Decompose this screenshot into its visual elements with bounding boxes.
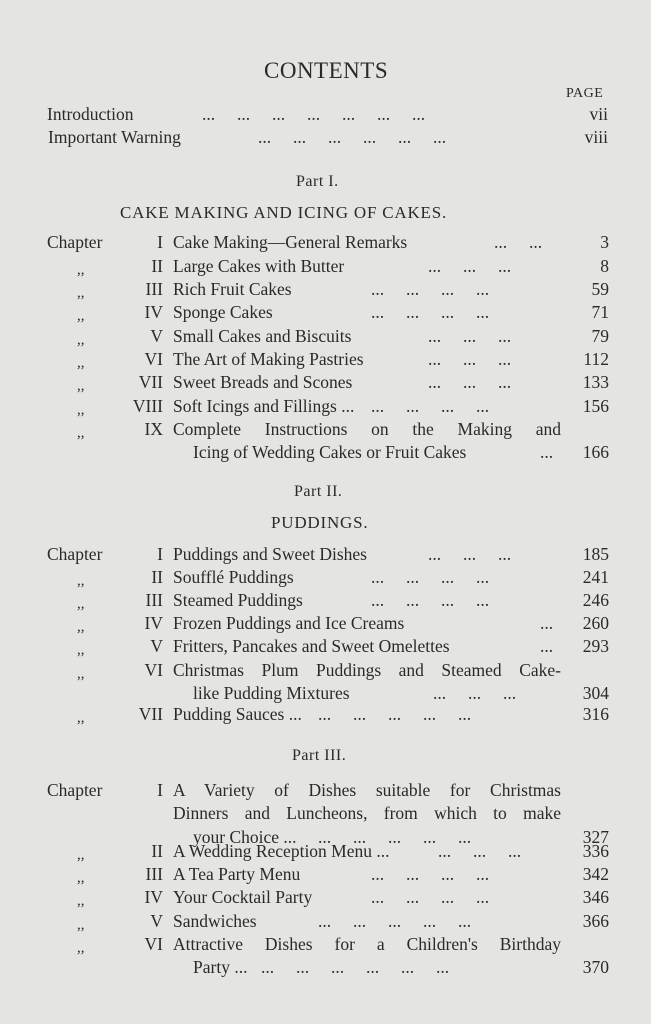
chapter-page-number: 166 — [582, 442, 609, 463]
chapter-number: III — [145, 279, 163, 299]
leader-dots: ... ... ... ... ... — [318, 704, 472, 724]
part-label: Part III. — [292, 747, 347, 764]
chapter-page-number: 316 — [582, 704, 609, 724]
leader-dots: ... ... ... — [438, 841, 522, 861]
chapter-page-number: 185 — [582, 544, 609, 564]
leader-dots: ... ... ... ... ... — [318, 826, 472, 847]
chapter-title-line: A Wedding Reception Menu ... — [173, 841, 390, 861]
chapter-page-number: 3 — [600, 232, 609, 252]
chapter-title-line: A Variety of Dishes suitable for Christmas — [173, 780, 561, 800]
chapter-title-line: Soufflé Puddings — [173, 567, 294, 587]
chapter-page-number: 366 — [582, 911, 609, 931]
leader-dots: ... — [540, 442, 554, 463]
ditto-mark: ,, — [77, 425, 85, 441]
toc-entry-important-warning-page: viii — [584, 127, 608, 147]
chapter-title-line: Sandwiches — [173, 911, 257, 931]
leader-dots: ... ... ... ... ... ... — [261, 957, 450, 978]
chapter-title-line: Sweet Breads and Scones — [173, 372, 353, 392]
chapter-title-line: Rich Fruit Cakes — [173, 279, 292, 299]
leader-dots: ... ... ... ... — [371, 302, 490, 322]
chapter-title-line: Your Cocktail Party — [173, 887, 313, 907]
chapter-number: V — [150, 911, 163, 931]
chapter-page-number: 133 — [582, 372, 609, 392]
ditto-mark: ,, — [77, 262, 85, 278]
chapter-number: IX — [144, 419, 163, 439]
chapter-word: Chapter — [47, 232, 103, 252]
chapter-page-number: 293 — [582, 636, 609, 656]
leader-dots: ... ... ... — [428, 326, 512, 346]
leader-dots: ... ... ... ... — [371, 887, 490, 907]
ditto-mark: ,, — [77, 940, 85, 956]
ditto-mark: ,, — [77, 710, 85, 726]
leader-dots: ... ... ... — [428, 544, 512, 564]
chapter-page-number: 327 — [582, 826, 609, 847]
chapter-number: IV — [144, 887, 163, 907]
ditto-mark: ,, — [77, 847, 85, 863]
leader-dots: ... ... ... — [433, 683, 517, 704]
chapter-number: I — [157, 232, 163, 252]
leader-dots: ... ... — [494, 232, 543, 252]
chapter-title-line: Attractive Dishes for a Children's Birthday — [173, 934, 561, 954]
ditto-mark: ,, — [77, 642, 85, 658]
ditto-mark: ,, — [77, 332, 85, 348]
ditto-mark: ,, — [77, 893, 85, 909]
chapter-title-line: The Art of Making Pastries — [173, 349, 364, 369]
page-title: CONTENTS — [264, 58, 389, 83]
leader-dots: ... ... ... — [428, 349, 512, 369]
chapter-title-line: like Pudding Mixtures — [193, 683, 350, 704]
chapter-page-number: 260 — [582, 613, 609, 633]
leader-dots: ... ... ... ... — [371, 279, 490, 299]
chapter-title-line: Party ... — [193, 957, 248, 978]
leader-dots: ... ... ... ... — [371, 567, 490, 587]
leader-dots: ... — [540, 636, 554, 656]
ditto-mark: ,, — [77, 355, 85, 371]
chapter-title-line: Sponge Cakes — [173, 302, 273, 322]
chapter-page-number: 336 — [582, 841, 609, 861]
ditto-mark: ,, — [77, 666, 85, 682]
leader-dots: ... ... ... ... — [371, 590, 490, 610]
chapter-number: I — [157, 780, 163, 800]
chapter-page-number: 112 — [583, 349, 609, 369]
leader-dots: ... — [540, 613, 554, 633]
chapter-number: III — [145, 864, 163, 884]
leader-dots: ... ... ... ... ... — [318, 911, 472, 931]
chapter-number: IV — [144, 613, 163, 633]
leader-dots: ... ... ... — [428, 372, 512, 392]
chapter-title-line: Small Cakes and Biscuits — [173, 326, 352, 346]
ditto-mark: ,, — [77, 596, 85, 612]
chapter-page-number: 346 — [582, 887, 609, 907]
toc-entry-introduction: Introduction — [47, 104, 134, 124]
leader-dots: ... ... ... ... — [371, 864, 490, 884]
part-heading: CAKE MAKING AND ICING OF CAKES. — [120, 203, 448, 222]
chapter-number: VIII — [132, 396, 163, 416]
leader-dots: ... ... ... ... ... ... — [258, 127, 447, 147]
chapter-page-number: 342 — [582, 864, 609, 884]
chapter-number: II — [151, 567, 163, 587]
chapter-number: IV — [144, 302, 163, 322]
page-column-header: PAGE — [566, 86, 604, 101]
part-label: Part II. — [294, 483, 343, 500]
chapter-page-number: 71 — [591, 302, 609, 322]
part-heading: PUDDINGS. — [271, 513, 369, 532]
leader-dots: ... ... ... — [428, 256, 512, 276]
chapter-title-line: Large Cakes with Butter — [173, 256, 345, 276]
chapter-number: VII — [138, 372, 163, 392]
chapter-title-line: Steamed Puddings — [173, 590, 303, 610]
chapter-title-line: Cake Making—General Remarks — [173, 232, 408, 252]
chapter-page-number: 246 — [582, 590, 609, 610]
chapter-number: VI — [144, 934, 163, 954]
chapter-title-line: Frozen Puddings and Ice Creams — [173, 613, 405, 633]
ditto-mark: ,, — [77, 308, 85, 324]
chapter-page-number: 370 — [582, 957, 609, 978]
chapter-page-number: 8 — [600, 256, 609, 276]
chapter-title-line: Dinners and Luncheons, from which to make — [173, 803, 561, 824]
chapter-number: II — [151, 841, 163, 861]
chapter-title-line: Complete Instructions on the Making and — [173, 419, 561, 439]
ditto-mark: ,, — [77, 402, 85, 418]
chapter-number: I — [157, 544, 163, 564]
chapter-page-number: 79 — [591, 326, 609, 346]
leader-dots: ... ... ... ... ... ... ... — [202, 104, 426, 124]
chapter-number: III — [145, 590, 163, 610]
chapter-number: VI — [144, 660, 163, 680]
ditto-mark: ,, — [77, 870, 85, 886]
chapter-page-number: 156 — [582, 396, 609, 416]
chapter-page-number: 241 — [582, 567, 609, 587]
chapter-page-number: 304 — [582, 683, 609, 704]
ditto-mark: ,, — [77, 573, 85, 589]
chapter-title-line: Pudding Sauces ... — [173, 704, 302, 724]
chapter-title-line: Soft Icings and Fillings ... — [173, 396, 355, 416]
ditto-mark: ,, — [77, 378, 85, 394]
ditto-mark: ,, — [77, 285, 85, 301]
chapter-number: VII — [138, 704, 163, 724]
chapter-title-line: Christmas Plum Puddings and Steamed Cake- — [173, 660, 561, 680]
chapter-number: V — [150, 636, 163, 656]
chapter-title-line: your Choice ... — [193, 826, 297, 847]
chapter-title-line: Puddings and Sweet Dishes — [173, 544, 367, 564]
toc-entry-introduction-page: vii — [589, 104, 608, 124]
chapter-title-line: A Tea Party Menu — [173, 864, 301, 884]
chapter-number: II — [151, 256, 163, 276]
leader-dots: ... ... ... ... — [371, 396, 490, 416]
ditto-mark: ,, — [77, 619, 85, 635]
chapter-title-line: Icing of Wedding Cakes or Fruit Cakes — [193, 442, 467, 463]
chapter-word: Chapter — [47, 544, 103, 564]
chapter-number: VI — [144, 349, 163, 369]
part-label: Part I. — [296, 173, 339, 190]
chapter-word: Chapter — [47, 780, 103, 800]
chapter-number: V — [150, 326, 163, 346]
chapter-title-line: Fritters, Pancakes and Sweet Omelettes — [173, 636, 450, 656]
ditto-mark: ,, — [77, 917, 85, 933]
toc-entry-important-warning: Important Warning — [48, 127, 181, 147]
chapter-page-number: 59 — [591, 279, 609, 299]
